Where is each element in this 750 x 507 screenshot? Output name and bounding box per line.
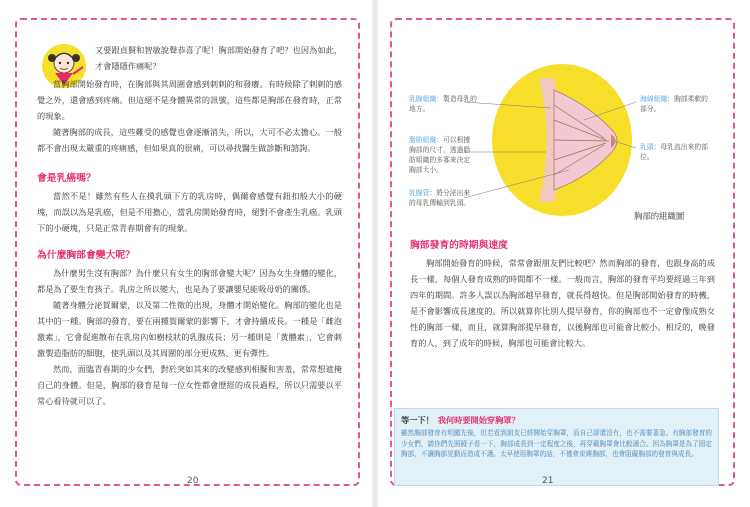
paragraph: 當然不是！雖然有些人在摸乳頭下方的乳房時，偶爾會感覺有鈕扣般大小的硬塊，而誤以為是乳癌，但是不用擔心，當乳房開始發育時，絕對不會產生乳癌。乳頭下的小硬塊，只是正常青春期會有的現象。 xyxy=(37,191,342,233)
tip-text: 雖然胸部發育有明顯先後，但若看到朋友已經開始穿胸罩，而自己卻還沒有，也不需要著急。有胸部發育的少女們，請你們先照鏡子看一下，胸部成長到一定程度之後，再穿戴胸罩會比較適合。因為胸罩是為了固定胸部，不讓胸部晃動而造成不適。太早使用胸罩的話，不僅會束縛胸部，也會阻礙胸部的發育與成長。 xyxy=(401,429,712,459)
gutter xyxy=(372,0,378,507)
left-body xyxy=(37,42,342,409)
annotation-fat-tissue: 脂肪組織：可以根據胸部的尺寸，透過脂肪組織的多寡來決定胸部大小。 xyxy=(409,136,471,174)
paragraph: 然而，面臨青春期的少女們，對於突如其來的改變感到相擬和害羞，常常想遮掩自己的身體。但是，胸部的發育是每一位女性都會歷經的成長過程，所以只需要以平常心看待就可以了。 xyxy=(37,364,342,406)
annotation-mammary-gland: 乳腺組織：製造母乳的地方。 xyxy=(409,95,477,113)
paragraph: 為什麼男生沒有胸部？為什麼只有女生的胸部會變大呢？因為女生身體的變化，都是為了要生育孩子。乳房之所以變大，也是為了要讓嬰兒能吸母奶的關係。 xyxy=(37,268,342,294)
diagram-caption: 胸部的組織圖 xyxy=(634,211,685,221)
breast-anatomy-diagram xyxy=(404,60,724,230)
tip-prefix: 等一下！ xyxy=(401,415,434,425)
section-heading: 會是乳癌嗎？ xyxy=(37,173,96,184)
tip-box xyxy=(394,408,719,486)
page-number: 20 xyxy=(187,476,199,486)
tip-heading xyxy=(401,414,712,426)
tip-title: 我何時要開始穿胸罩？ xyxy=(437,415,520,425)
paragraph: 胸部開始發育的時候，常常會跟朋友們比較吧？然而胸部的發育，也跟身高的成長一樣，每個人發育成熟的時間都不一樣。一般而言，胸部的發育平均要經過三年到四年的期間。許多人誤以為胸部越早發育，就長得越快。但是胸部開始發育的時機，是不會影響成長速度的。所以就算你比別人提早發育，你的胸部也不一定會像成熟女性的胸部一樣，而且，就算胸部提早發育，以後胸部也可能會比較小。相反的，晚發育的人，到了成年的時候，胸部也可能會比較大。 xyxy=(410,258,715,348)
right-body xyxy=(410,238,715,351)
annotation-sponge-tissue: 海綿組織：胸部柔軟的部分。 xyxy=(640,95,708,113)
intro-paragraph: 又要跟貞賢和智敏說聲恭喜了呢！胸部開始發育了吧？也因為如此，才會隱隱作痛呢？ xyxy=(95,45,342,71)
paragraph: 隨著身體分泌賀爾蒙，以及第二性徵的出現，身體才開始變化。胸部的變化也是其中的一種。胸部的發育，要在兩種賀爾蒙的影響下，才會持續成長。一種是「雌泡激素」，它會促進散布在乳房內如樹枝狀的乳腺成長；另一種則是「黃體素」，它會刺激製造脂肪的細胞，使乳頭以及其周圍的部分更成熟、更有彈性。 xyxy=(37,300,342,358)
left-page xyxy=(15,18,360,486)
annotation-milk-duct: 乳腺管：將分泌出來的母乳傳輸到乳頭。 xyxy=(409,189,471,207)
right-page xyxy=(390,18,735,486)
paragraph: 當胸部開始發育時，在胸部與其周圍會感到刺刺的和發癢。有時候除了刺刺的感覺之外，還會感到疼痛。但這絕不是身體異常的訊號，這些都是胸部在發育時，正常的現象。 xyxy=(37,79,342,121)
section-heading: 為什麼胸部會變大呢？ xyxy=(37,250,135,261)
section-heading: 胸部發育的時期與速度 xyxy=(410,240,508,251)
paragraph: 隨著胸部的成長，這些難受的感覺也會逐漸消失，所以，大可不必太擔心。一般都不會出現太嚴重的疼痛感，但如果真的很痛，可以尋找醫生做診斷和諮詢。 xyxy=(37,127,342,153)
page-number: 21 xyxy=(542,476,554,486)
annotation-nipple: 乳頭：母乳流出來的部位。 xyxy=(640,143,708,161)
